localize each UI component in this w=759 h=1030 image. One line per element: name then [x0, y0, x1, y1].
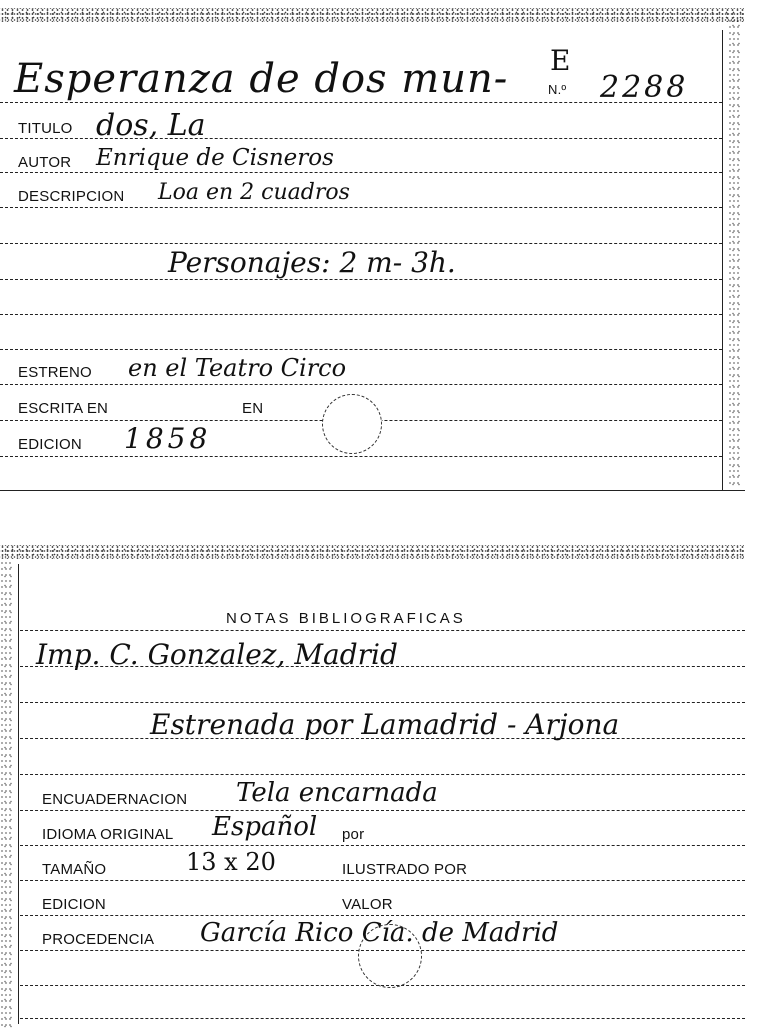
card2-ilustrado-label: ILUSTRADO POR — [342, 861, 468, 878]
card2-rule — [20, 630, 745, 631]
card2-valor-label: VALOR — [342, 896, 393, 913]
card2-rule — [20, 774, 745, 775]
card1-rule — [0, 456, 722, 457]
card1-number-value: 2288 — [600, 70, 689, 105]
card1-rule — [0, 207, 722, 208]
card2-rule — [20, 880, 745, 881]
card2-procedencia-label: PROCEDENCIA — [42, 931, 155, 948]
card1-descripcion-label: DESCRIPCION — [18, 188, 125, 205]
card1-number-label: N.º — [548, 82, 567, 97]
card2-rule — [20, 702, 745, 703]
card2-tamano-label: TAMAÑO — [42, 861, 107, 878]
card2-left-border — [18, 564, 19, 1024]
card1-descripcion-value: Loa en 2 cuadros — [158, 180, 350, 205]
card1-rule — [0, 279, 722, 280]
card2-idioma-label: IDIOMA ORIGINAL — [42, 826, 174, 843]
card1-escrita-en-label: ESCRITA EN — [18, 400, 109, 417]
card1-rule — [0, 243, 722, 244]
card1-title-line: Esperanza de dos mun- — [14, 56, 509, 102]
card2-rule — [20, 915, 745, 916]
card1-rule — [0, 172, 722, 173]
card2-encuadernacion-label: ENCUADERNACION — [42, 791, 188, 808]
card2-rule — [20, 1018, 745, 1019]
card1-estreno-value: en el Teatro Circo — [128, 354, 347, 382]
card2-procedencia-value: García Rico Cía. de Madrid — [200, 918, 559, 948]
card1-rule — [0, 314, 722, 315]
card2-tamano-value: 13 x 20 — [186, 848, 276, 876]
card1-autor-label: AUTOR — [18, 154, 72, 171]
card1-rule — [0, 349, 722, 350]
card2-note-line-2: Estrenada por Lamadrid - Arjona — [150, 708, 620, 741]
card2-rule — [20, 810, 745, 811]
card1-number-mark: E — [550, 44, 571, 77]
card1-punch-hole — [322, 394, 382, 454]
card1-personajes-value: Personajes: 2 m- 3h. — [168, 246, 456, 279]
card1-right-border — [722, 30, 723, 490]
card1-titulo-value: dos, La — [96, 108, 206, 143]
card1-estreno-label: ESTRENO — [18, 364, 92, 381]
card1-en-label: EN — [242, 400, 264, 417]
card1-edicion-label: EDICION — [18, 436, 82, 453]
card2 — [0, 540, 759, 1028]
card2-idioma-value: Español — [212, 812, 318, 842]
card1-autor-value: Enrique de Cisneros — [96, 145, 334, 171]
card2-note-line-1: Imp. C. Gonzalez, Madrid — [36, 638, 398, 671]
card1 — [0, 0, 759, 495]
card1-titulo-label: TITULO — [18, 120, 73, 137]
card2-heading: NOTAS BIBLIOGRAFICAS — [226, 610, 466, 627]
card1-rule — [0, 384, 722, 385]
card1-rule — [0, 490, 745, 491]
card1-edicion-value: 1858 — [124, 422, 212, 455]
card2-rule — [20, 845, 745, 846]
card2-edicion-label: EDICION — [42, 896, 106, 913]
card2-por-label: por — [342, 826, 365, 843]
card2-encuadernacion-value: Tela encarnada — [236, 778, 438, 808]
